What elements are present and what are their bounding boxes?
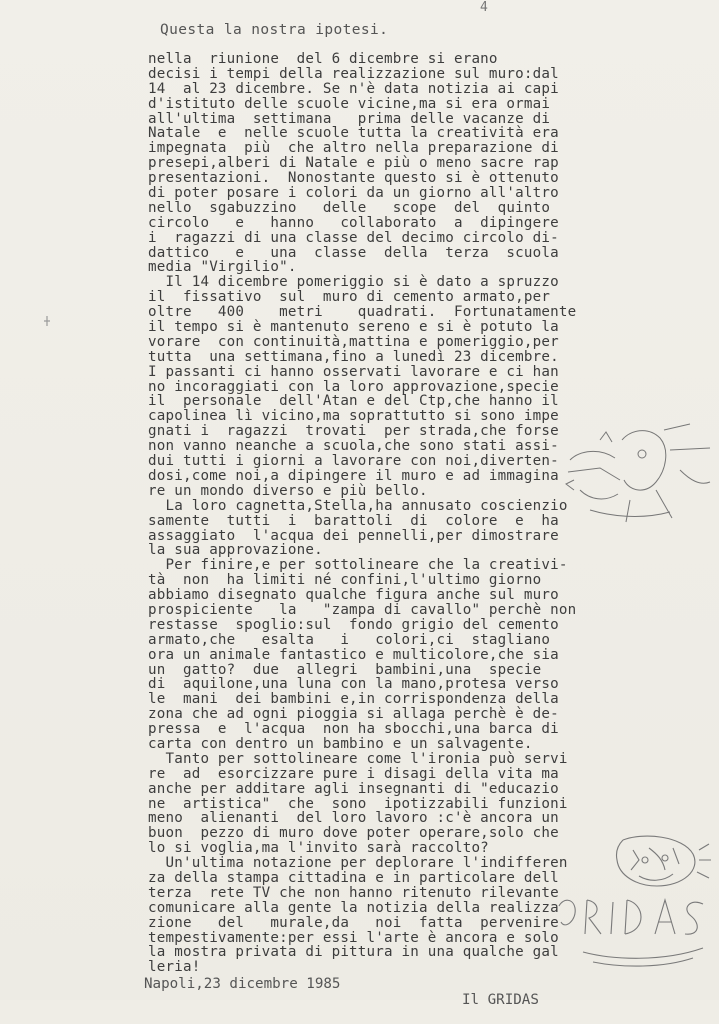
text-line: la mostra privata di pittura in una qualche gal (148, 944, 559, 961)
text-line: carta con dentro un bambino e un salvagente. (148, 735, 533, 752)
text-line: impegnata più che altro nella preparazione di (148, 140, 559, 157)
text-line: all'ultima settimana prima delle vacanze di (148, 110, 551, 127)
text-line: za della stampa cittadina e in particolare dell (148, 869, 559, 886)
text-line: ne artistica" che sono ipotizzabili funzioni (148, 795, 568, 812)
text-line: anche per additare agli insegnanti di "educazio (148, 780, 559, 797)
text-line: La loro cagnetta,Stella,ha annusato coscienzio (148, 497, 568, 514)
text-line: di poter posare i colori da un giorno all'altro (148, 185, 559, 202)
text-line: la sua approvazione. (148, 542, 323, 559)
text-line: re un mondo diverso e più bello. (148, 482, 428, 499)
text-line: zione del murale,da noi fatta pervenire (148, 914, 559, 931)
text-line: capolinea lì vicino,ma soprattutto si sono impe (148, 408, 559, 425)
text-line: terza rete TV che non hanno ritenuto rilevante (148, 884, 559, 901)
document-heading: Questa la nostra ipotesi. (160, 22, 389, 38)
text-line: le mani dei bambini e,in corrispondenza della (148, 691, 559, 708)
text-line: i ragazzi di una classe del decimo circolo di- (148, 229, 559, 246)
text-line: vorare con continuità,mattina e pomeriggio,per (148, 333, 559, 350)
text-line: gnati i ragazzi trovati per strada,che forse (148, 423, 559, 440)
text-line: pressa e l'acqua non ha sbocchi,una barca di (148, 721, 559, 738)
text-line: d'istituto delle scuole vicine,ma si era ormai (148, 95, 551, 112)
text-line: samente tutti i barattoli di colore e ha (148, 512, 559, 529)
text-line: Tanto per sottolineare come l'ironia può servi (148, 750, 568, 767)
text-line: leria! (148, 959, 201, 976)
text-line: presentazioni. Nonostante questo si è ottenuto (148, 170, 559, 187)
text-line: meno alienanti del loro lavoro :c'è ancora un (148, 810, 559, 827)
text-line: un gatto? due allegri bambini,una specie (148, 661, 542, 678)
text-line: no incoraggiati con la loro approvazione,specie (148, 378, 559, 395)
text-line: buon pezzo di muro dove poter operare,solo che (148, 825, 559, 842)
text-line: comunicare alla gente la notizia della realizza (148, 899, 559, 916)
text-line: restasse spoglio:sul fondo grigio del cemento (148, 616, 559, 633)
text-line: dosi,come noi,a dipingere il muro e ad immagina (148, 467, 559, 484)
page-number: 4 (480, 0, 488, 15)
text-line: tempestivamente:per essi l'arte è ancora e solo (148, 929, 559, 946)
text-line: dattico e una classe della terza scuola (148, 244, 559, 261)
text-line: tà non ha limiti né confini,l'ultimo giorno (148, 572, 542, 589)
text-line: tutta una settimana,fino a lunedì 23 dicembre. (148, 348, 559, 365)
text-line: Il 14 dicembre pomeriggio si è dato a spruzzo (148, 274, 559, 291)
text-line: I passanti ci hanno osservati lavorare e ci han (148, 363, 559, 380)
text-line: circolo e hanno collaborato a dipingere (148, 214, 559, 231)
text-line: il personale dell'Atan e del Ctp,che hanno il (148, 393, 559, 410)
text-line: di aquilone,una luna con la mano,protesa verso (148, 676, 559, 693)
text-line: armato,che esalta i colori,ci stagliano (148, 631, 551, 648)
text-line: Natale e nelle scuole tutta la creatività era (148, 125, 559, 142)
text-line: nella riunione del 6 dicembre si erano (148, 51, 498, 67)
gridas-stamp-icon (553, 830, 719, 980)
text-line: non vanno neanche a scuola,che sono stati assi- (148, 438, 559, 455)
place-date: Napoli,23 dicembre 1985 (144, 976, 341, 992)
document-body (148, 51, 577, 976)
text-line: Per finire,e per sottolineare che la creativi- (148, 557, 568, 574)
text-line: assaggiato l'acqua dei pennelli,per dimostrare (148, 527, 559, 544)
text-line: il tempo si è mantenuto sereno e si è potuto la (148, 319, 559, 336)
text-line: media "Virgilio". (148, 259, 297, 276)
text-line: lo si voglia,ma l'invito sarà raccolto? (148, 840, 489, 857)
text-line: oltre 400 metri quadrati. Fortunatamente (148, 304, 577, 321)
doodle-sketch-icon (560, 420, 719, 530)
signoff (144, 960, 554, 1024)
text-line: Un'ultima notazione per deplorare l'indifferen (148, 855, 568, 872)
text-line: nello sgabuzzino delle scope del quinto (148, 199, 551, 216)
text-line: abbiamo disegnato qualche figura anche sul muro (148, 587, 559, 604)
text-line: il fissativo sul muro di cemento armato,per (148, 289, 551, 306)
signature-text: Il GRIDAS (462, 992, 539, 1008)
text-line: dui tutti i giorni a lavorare con noi,diverten- (148, 453, 559, 470)
text-line: decisi i tempi della realizzazione sul muro:dal (148, 65, 559, 82)
text-line: zona che ad ogni pioggia si allaga perchè è de- (148, 706, 559, 723)
text-line: 14 al 23 dicembre. Se n'è data notizia ai capi (148, 80, 559, 97)
margin-mark-icon (44, 316, 50, 326)
text-line: presepi,alberi di Natale e più o meno sacre rap (148, 155, 559, 172)
text-line: re ad esorcizzare pure i disagi della vita ma (148, 765, 559, 782)
text-line: prospiciente la "zampa di cavallo" perchè non (148, 601, 577, 618)
text-line: ora un animale fantastico e multicolore,che sia (148, 646, 559, 663)
